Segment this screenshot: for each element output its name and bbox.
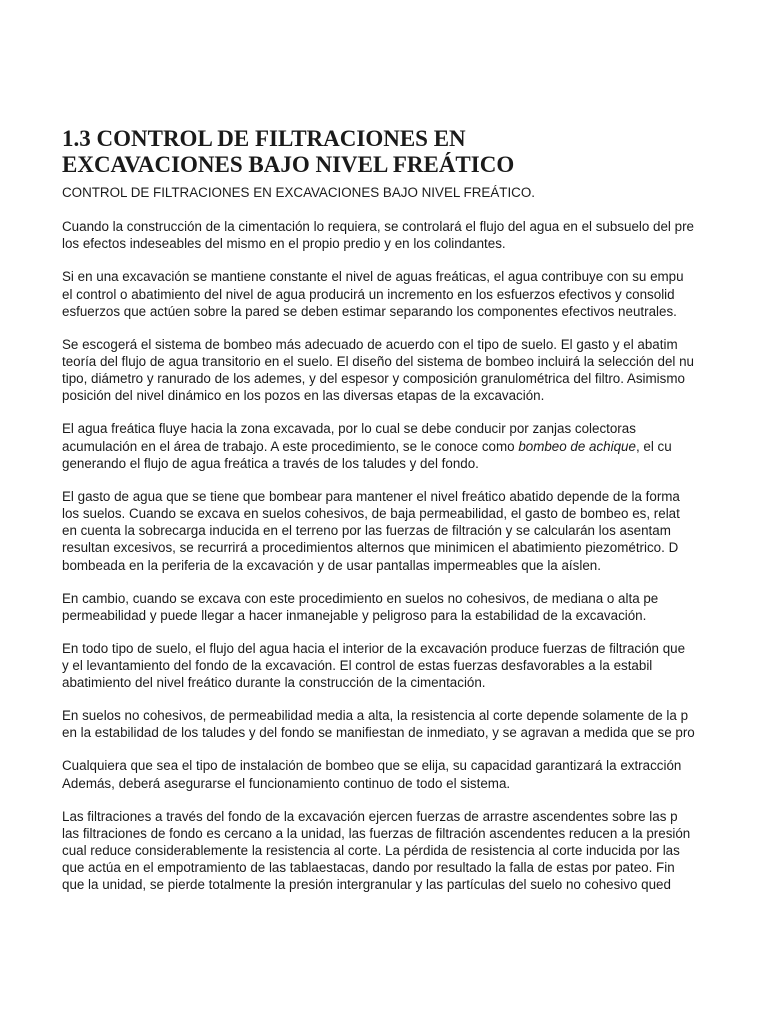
text-line: los efectos indeseables del mismo en el propio predio y en los colindantes. [62,236,506,252]
document-page [62,126,768,1024]
text-line: bombeada en la periferia de la excavación y de usar pantallas impermeables que la aíslen. [62,557,601,573]
text-line: Cualquiera que sea el tipo de instalación de bombeo que se elija, su capacidad garantizará la extracción [62,758,682,774]
paragraph-9 [62,757,768,791]
text-line: abatimiento del nivel freático durante la construcción de la cimentación. [62,675,486,691]
text-line: el control o abatimiento del nivel de agua producirá un incremento en los esfuerzos efectivos y consolid [62,286,675,302]
document-content [62,126,768,894]
text-line: Cuando la construcción de la cimentación lo requiera, se controlará el flujo del agua en el subsuelo del pre [62,219,694,235]
text-line: En suelos no cohesivos, de permeabilidad media a alta, la resistencia al corte depende solamente de la p [62,708,689,724]
text-line: Las filtraciones a través del fondo de la excavación ejercen fuerzas de arrastre ascendentes sobre las p [62,808,678,824]
paragraph-4 [62,420,768,472]
text-line: Además, deberá asegurarse el funcionamiento continuo de todo el sistema. [62,775,511,791]
text-line: En cambio, cuando se excava con este procedimiento en suelos no cohesivos, de mediana o alta pe [62,590,659,606]
text-line: cual reduce considerablemente la resistencia al corte. La pérdida de resistencia al corte inducida por las [62,843,680,859]
text-line: que la unidad, se pierde totalmente la presión intergranular y las partículas del suelo no cohesivo qued [62,877,671,893]
paragraph-7 [62,640,768,692]
text-line: resultan excesivos, se recurrirá a procedimientos alternos que minimicen el abatimiento piezométrico. D [62,540,679,556]
text-line: Se escogerá el sistema de bombeo más adecuado de acuerdo con el tipo de suelo. El gasto y el abatim [62,336,678,352]
text-segment: acumulación en el área de trabajo. A este procedimiento, se le conoce como [62,438,519,454]
heading-line: 1.3 CONTROL DE FILTRACIONES EN [62,126,466,151]
text-line: los suelos. Cuando se excava en suelos cohesivos, de baja permeabilidad, el gasto de bombeo es, relat [62,506,680,522]
paragraph-6 [62,590,768,624]
text-line: en cuenta la sobrecarga inducida en el terreno por las fuerzas de filtración y se calcularán los asentam [62,523,671,539]
paragraph-8 [62,707,768,741]
text-line: y el levantamiento del fondo de la excavación. El control de estas fuerzas desfavorables a la estabil [62,658,653,674]
paragraph-2 [62,268,768,320]
text-line: esfuerzos que actúen sobre la pared se deben estimar separando los componentes efectivos neutrales. [62,303,677,319]
paragraph-5 [62,488,768,574]
text-line: posición del nivel dinámico en los pozos en las diversas etapas de la excavación. [62,388,545,404]
text-line: que actúa en el empotramiento de las tablaestacas, dando por resultado la falla de estas por pateo. Fin [62,860,675,876]
text-line: generando el flujo de agua freática a través de los taludes y del fondo. [62,455,479,471]
heading-line: EXCAVACIONES BAJO NIVEL FREÁTICO [62,152,515,177]
text-segment: , el cu [635,438,672,454]
text-line: las filtraciones de fondo es cercano a la unidad, las fuerzas de filtración ascendentes reducen a la presión [62,825,691,841]
text-line: teoría del flujo de agua transitorio en el suelo. El diseño del sistema de bombeo incluirá la selección del nu [62,354,694,370]
section-subtitle [62,184,768,201]
text-line: El gasto de agua que se tiene que bombear para mantener el nivel freático abatido depende de la forma [62,488,680,504]
paragraph-3 [62,336,768,405]
paragraph-10 [62,808,768,894]
subtitle-text: CONTROL DE FILTRACIONES EN EXCAVACIONES BAJO NIVEL FREÁTICO. [62,185,535,200]
text-line: tipo, diámetro y ranurado de los ademes, y del espesor y composición granulométrica del filtro. Asimismo [62,371,685,387]
text-line: En todo tipo de suelo, el flujo del agua hacia el interior de la excavación produce fuerzas de filtración que [62,640,686,656]
text-line: El agua freática fluye hacia la zona excavada, por lo cual se debe conducir por zanjas colectoras [62,421,636,437]
text-line: Si en una excavación se mantiene constante el nivel de aguas freáticas, el agua contribuye con su empu [62,269,684,285]
emphasis-term: bombeo de achique [518,438,636,454]
section-heading [62,126,768,178]
text-line: permeabilidad y puede llegar a hacer inmanejable y peligroso para la estabilidad de la excavación. [62,607,647,623]
paragraph-1 [62,218,768,252]
text-line-with-emphasis [62,438,768,455]
text-line: en la estabilidad de los taludes y del fondo se manifiestan de inmediato, y se agravan a medida que se pro [62,725,695,741]
